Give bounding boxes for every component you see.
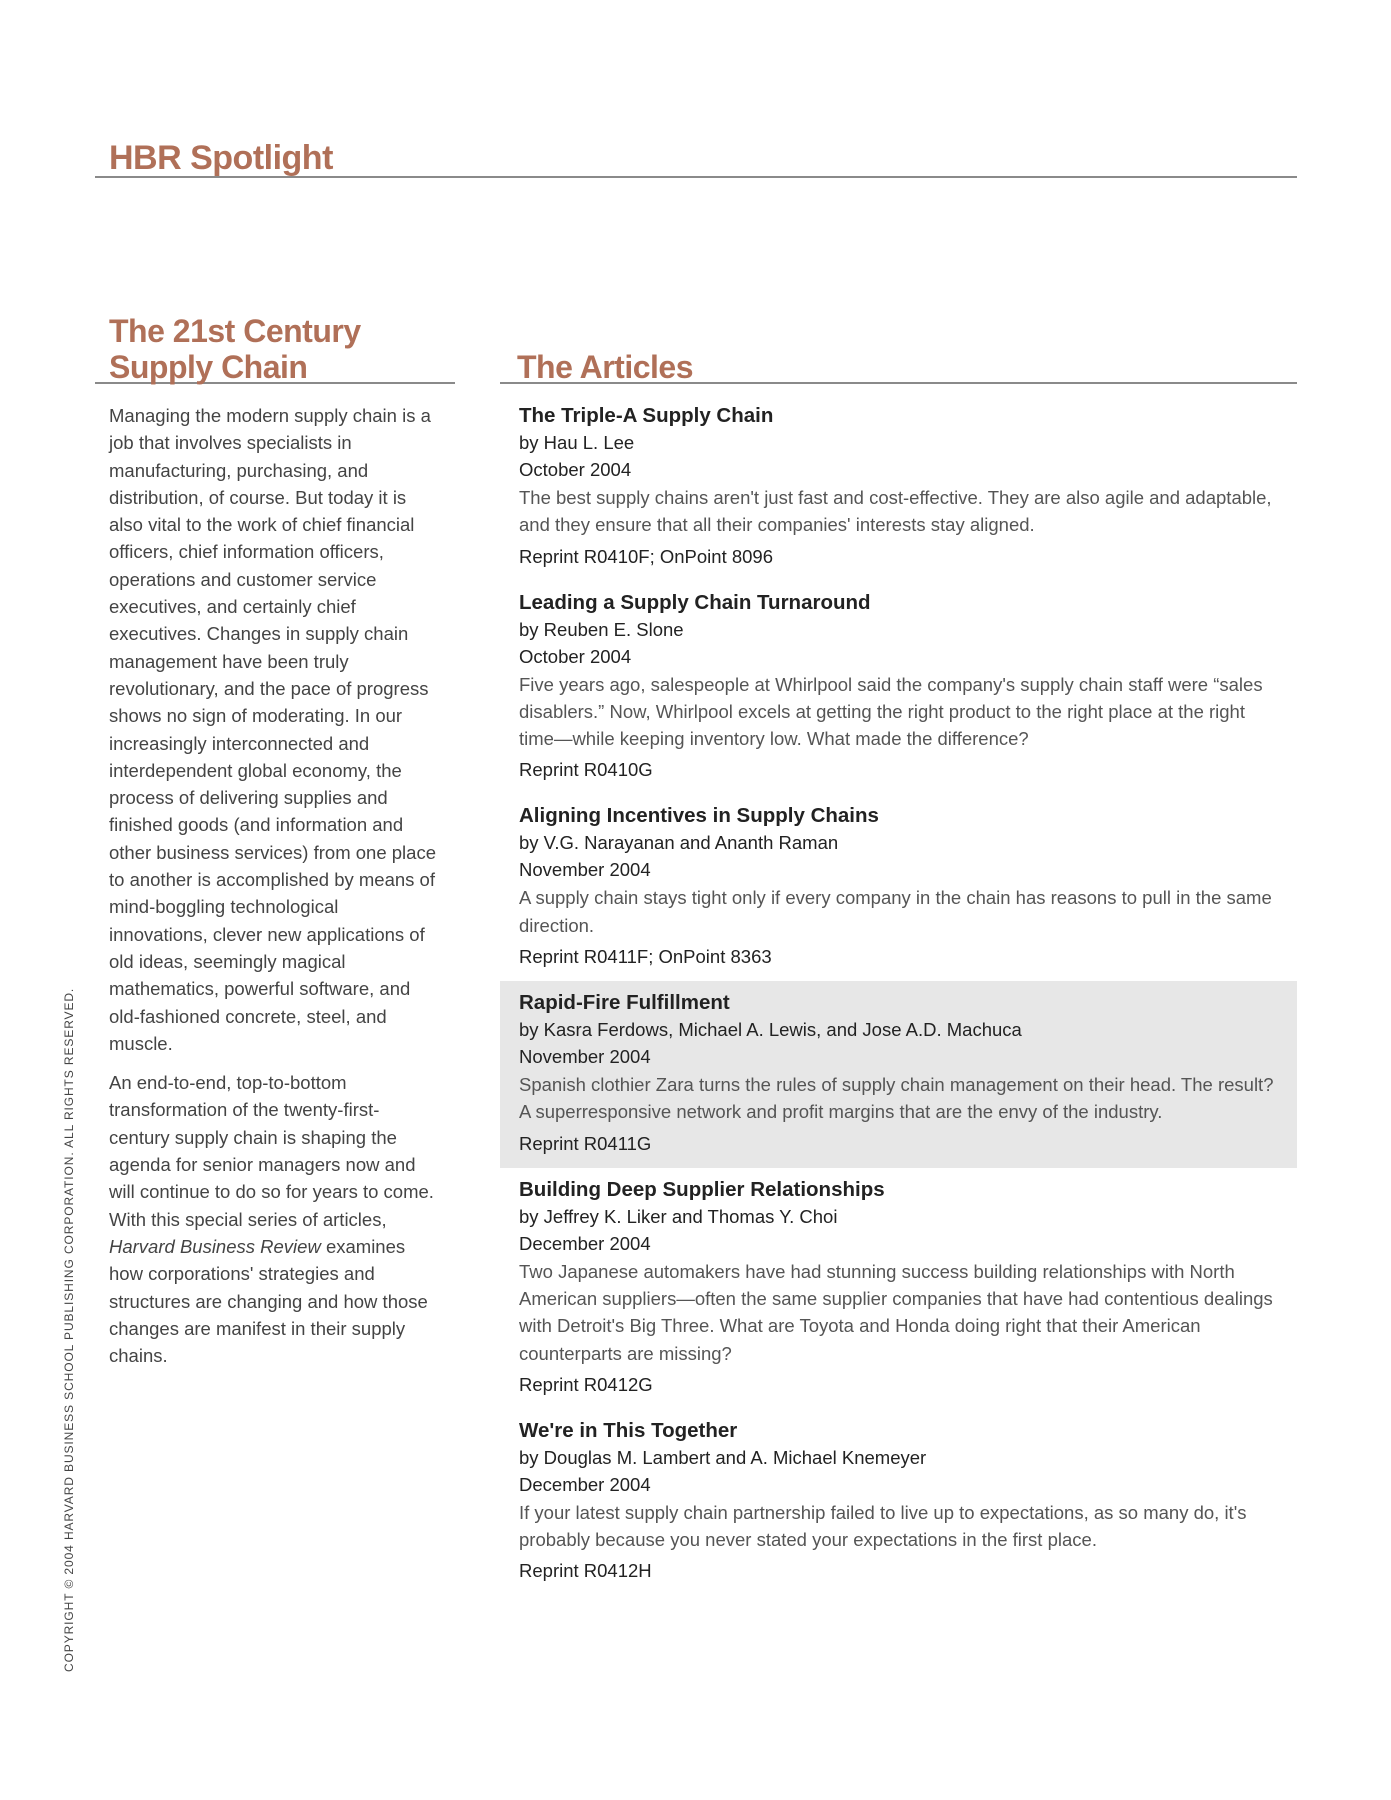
articles-column bbox=[500, 312, 1297, 1603]
article-author: by Douglas M. Lambert and A. Michael Knemeyer bbox=[519, 1446, 927, 1468]
intro-paragraph-2 bbox=[109, 1069, 439, 1369]
article-reprint: Reprint R0411G bbox=[519, 1132, 652, 1154]
article-author: by V.G. Narayanan and Ananth Raman bbox=[519, 832, 839, 854]
article-author: by Kasra Ferdows, Michael A. Lewis, and Jose A.D. Machuca bbox=[519, 1019, 1022, 1041]
sidebar-heading-line2: Supply Chain bbox=[109, 349, 308, 385]
article-summary: A supply chain stays tight only if every company in the chain has reasons to pull in the same direction. bbox=[519, 887, 1272, 936]
article-reprint: Reprint R0410G bbox=[519, 759, 653, 781]
page-title: HBR Spotlight bbox=[109, 139, 333, 177]
sidebar-heading bbox=[95, 312, 455, 384]
article-date: October 2004 bbox=[519, 645, 632, 667]
articles-heading-text: The Articles bbox=[517, 349, 693, 385]
sidebar-column bbox=[95, 312, 455, 1381]
copyright-notice: COPYRIGHT © 2004 HARVARD BUSINESS SCHOOL PUBLISHING CORPORATION. ALL RIGHTS RESERVED. bbox=[62, 987, 76, 1672]
sidebar-heading-text bbox=[109, 313, 361, 385]
article-author: by Reuben E. Slone bbox=[519, 618, 684, 640]
articles-list bbox=[500, 402, 1297, 1584]
article-title: Aligning Incentives in Supply Chains bbox=[519, 804, 879, 828]
article-title: Leading a Supply Chain Turnaround bbox=[519, 590, 871, 614]
article-reprint: Reprint R0410F; OnPoint 8096 bbox=[519, 545, 774, 567]
article-author: by Jeffrey K. Liker and Thomas Y. Choi bbox=[519, 1205, 838, 1227]
sidebar-heading-line1: The 21st Century bbox=[109, 313, 361, 349]
article-reprint: Reprint R0412H bbox=[519, 1560, 652, 1582]
article-summary: Two Japanese automakers have had stunning success building relationships with North American suppliers—often the same supplier companies that have had contentious dealings with Detroit's Big Three. What are Toyota and Honda doing right that their American counterparts are missing? bbox=[519, 1260, 1273, 1364]
article-item bbox=[500, 589, 1297, 784]
article-date: December 2004 bbox=[519, 1473, 651, 1495]
articles-heading bbox=[500, 312, 1297, 384]
article-date: November 2004 bbox=[519, 1046, 651, 1068]
article-summary: If your latest supply chain partnership failed to live up to expectations, as so many do, it's probably because you never stated your expectations in the first place. bbox=[519, 1501, 1247, 1551]
article-title: Rapid-Fire Fulfillment bbox=[519, 991, 730, 1015]
article-reprint: Reprint R0411F; OnPoint 8363 bbox=[519, 946, 772, 968]
article-summary: The best supply chains aren't just fast and cost-effective. They are also agile and adaptable, and they ensure that all their companies' interests stay aligned. bbox=[519, 487, 1272, 536]
article-item-highlighted bbox=[500, 981, 1297, 1168]
article-date: October 2004 bbox=[519, 459, 632, 480]
article-item bbox=[500, 1176, 1297, 1398]
article-title: We're in This Together bbox=[519, 1418, 738, 1442]
article-reprint: Reprint R0412G bbox=[519, 1373, 653, 1395]
article-summary: Spanish clothier Zara turns the rules of supply chain management on their head. The result? A superresponsive network and profit margins that are the envy of the industry. bbox=[519, 1074, 1274, 1123]
article-date: December 2004 bbox=[519, 1232, 651, 1254]
article-author: by Hau L. Lee bbox=[519, 432, 635, 453]
article-item bbox=[500, 802, 1297, 970]
intro-text bbox=[95, 402, 439, 1369]
spotlight-header bbox=[95, 138, 1297, 178]
article-title: Building Deep Supplier Relationships bbox=[519, 1177, 885, 1201]
article-summary: Five years ago, salespeople at Whirlpool said the company's supply chain staff were “sales disablers.” Now, Whirlpool excels at getting the right product to the right place at the right time—while keeping inventory low. What made the difference? bbox=[519, 673, 1263, 750]
article-item bbox=[500, 402, 1297, 570]
intro-paragraph-2-start: An end-to-end, top-to-bottom transformation of the twenty-first-century supply chain is shaping the agenda for senior managers now and will continue to do so for years to come. With this special series of articles, bbox=[109, 1072, 434, 1230]
publication-name: Harvard Business Review bbox=[109, 1235, 321, 1257]
article-title: The Triple-A Supply Chain bbox=[519, 404, 774, 427]
article-date: November 2004 bbox=[519, 859, 651, 881]
article-item bbox=[500, 1417, 1297, 1585]
intro-paragraph-2-end: examines how corporations' strategies and structures are changing and how those changes are manifest in their supply chains. bbox=[109, 1235, 428, 1367]
intro-paragraph-1: Managing the modern supply chain is a job that involves specialists in manufacturing, purchasing, and distribution, of course. But today it is also vital to the work of chief financial officers, chief information officers, operations and customer service executives, and certainly chief executives. Changes in supply chain management have been truly revolutionary, and the pace of progress shows no sign of moderating. In our increasingly interconnected and interdependent global economy, the process of delivering supplies and finished goods (and information and other business services) from one place to another is accomplished by means of mind-boggling technological innovations, clever new applications of old ideas, seemingly magical mathematics, powerful software, and old-fashioned concrete, steel, and muscle. bbox=[109, 405, 436, 1054]
